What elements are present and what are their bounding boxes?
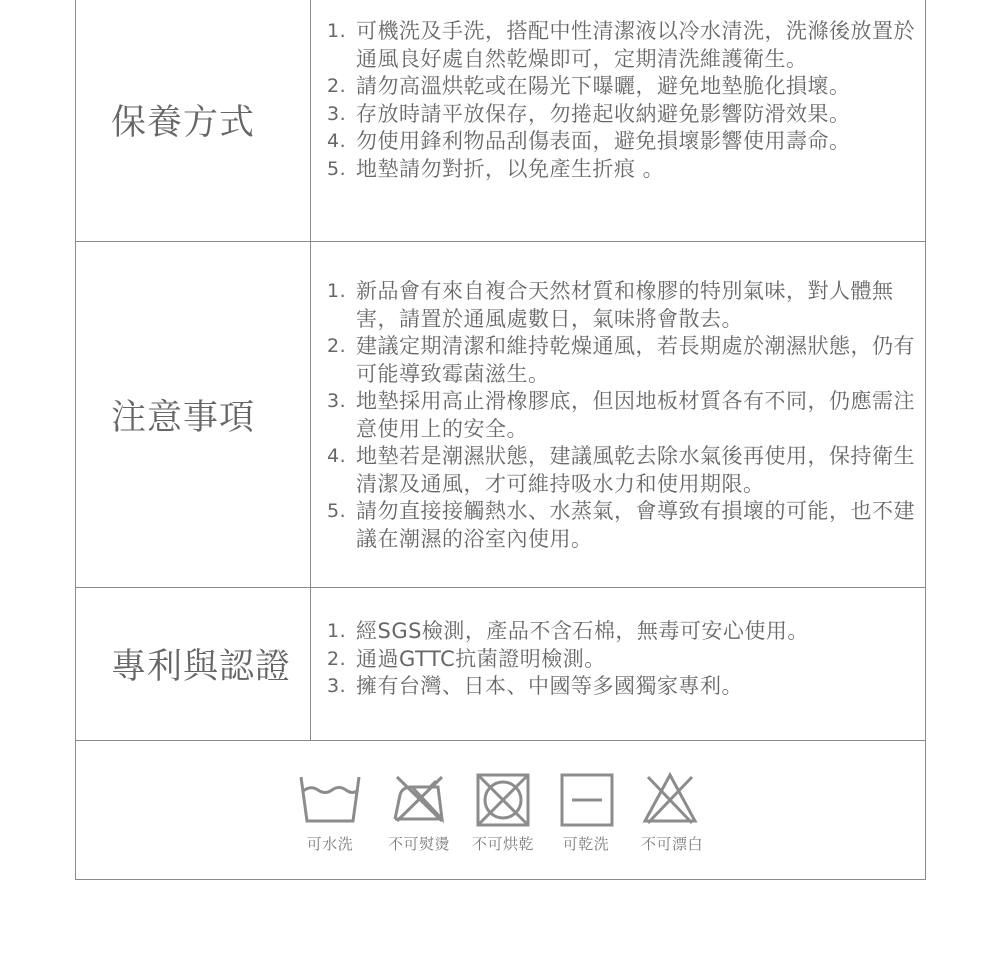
washable-icon [299, 773, 361, 825]
info-table [75, 0, 926, 880]
notes-label: 注意事項 [111, 397, 256, 438]
list-item: 3. 地墊採用高止滑橡膠底，但因地板材質各有不同，仍應需注意使用上的安全。 [327, 389, 915, 441]
list-item: 4. 勿使用鋒利物品刮傷表面，避免損壞影響使用壽命。 [327, 129, 851, 153]
care-list [327, 18, 921, 183]
washable-label: 可水洗 [306, 835, 354, 853]
no-tumble-dry-label: 不可烘乾 [471, 835, 534, 853]
care-symbols-row [76, 741, 925, 879]
care-label-cell [76, 0, 311, 241]
list-item: 5. 請勿直接接觸熱水、水蒸氣，會導致有損壞的可能，也不建議在潮濕的浴室內使用。 [327, 499, 915, 551]
no-iron-icon [392, 773, 446, 825]
cert-list [327, 618, 921, 701]
dry-icon [560, 773, 614, 827]
notes-content [311, 242, 925, 587]
list-item: 3. 擁有台灣、日本、中國等多國獨家專利。 [327, 674, 743, 698]
care-content [311, 0, 925, 241]
list-item: 2. 建議定期清潔和維持乾燥通風，若長期處於潮濕狀態，仍有可能導致霉菌滋生。 [327, 334, 915, 386]
list-item: 5. 地墊請勿對折，以免產生折痕 。 [327, 156, 665, 181]
list-item: 4. 地墊若是潮濕狀態，建議風乾去除水氣後再使用，保持衛生清潔及通風，才可維持吸水力和使用期限。 [327, 444, 915, 496]
list-item: 2. 通過GTTC抗菌證明檢測。 [327, 646, 606, 671]
cert-label-cell [76, 588, 311, 740]
care-row [76, 0, 925, 242]
no-tumble-dry-icon [476, 773, 530, 827]
no-bleach-label: 不可漂白 [640, 835, 703, 853]
list-item: 1. 經SGS檢測，產品不含石棉，無毒可安心使用。 [327, 619, 809, 643]
no-bleach-icon [642, 771, 698, 825]
list-item: 2. 請勿高溫烘乾或在陽光下曝曬，避免地墊脆化損壞。 [327, 74, 851, 98]
cert-content [311, 588, 925, 740]
notes-list [327, 278, 921, 553]
notes-label-cell [76, 242, 311, 587]
dry-label: 可乾洗 [562, 835, 610, 853]
notes-row [76, 242, 925, 588]
list-item: 1. 新品會有來自複合天然材質和橡膠的特別氣味，對人體無害，請置於通風處數日，氣味將會散去。 [327, 279, 894, 331]
list-item: 1. 可機洗及手洗，搭配中性清潔液以冷水清洗，洗滌後放置於通風良好處自然乾燥即可，定期清洗維護衛生。 [327, 19, 915, 71]
cert-label: 專利與認證 [111, 647, 292, 687]
cert-row [76, 588, 925, 741]
care-symbols [76, 741, 925, 879]
no-iron-label: 不可熨燙 [387, 835, 450, 853]
list-item: 3. 存放時請平放保存，勿捲起收納避免影響防滑效果。 [327, 101, 851, 126]
care-label: 保養方式 [111, 103, 256, 143]
